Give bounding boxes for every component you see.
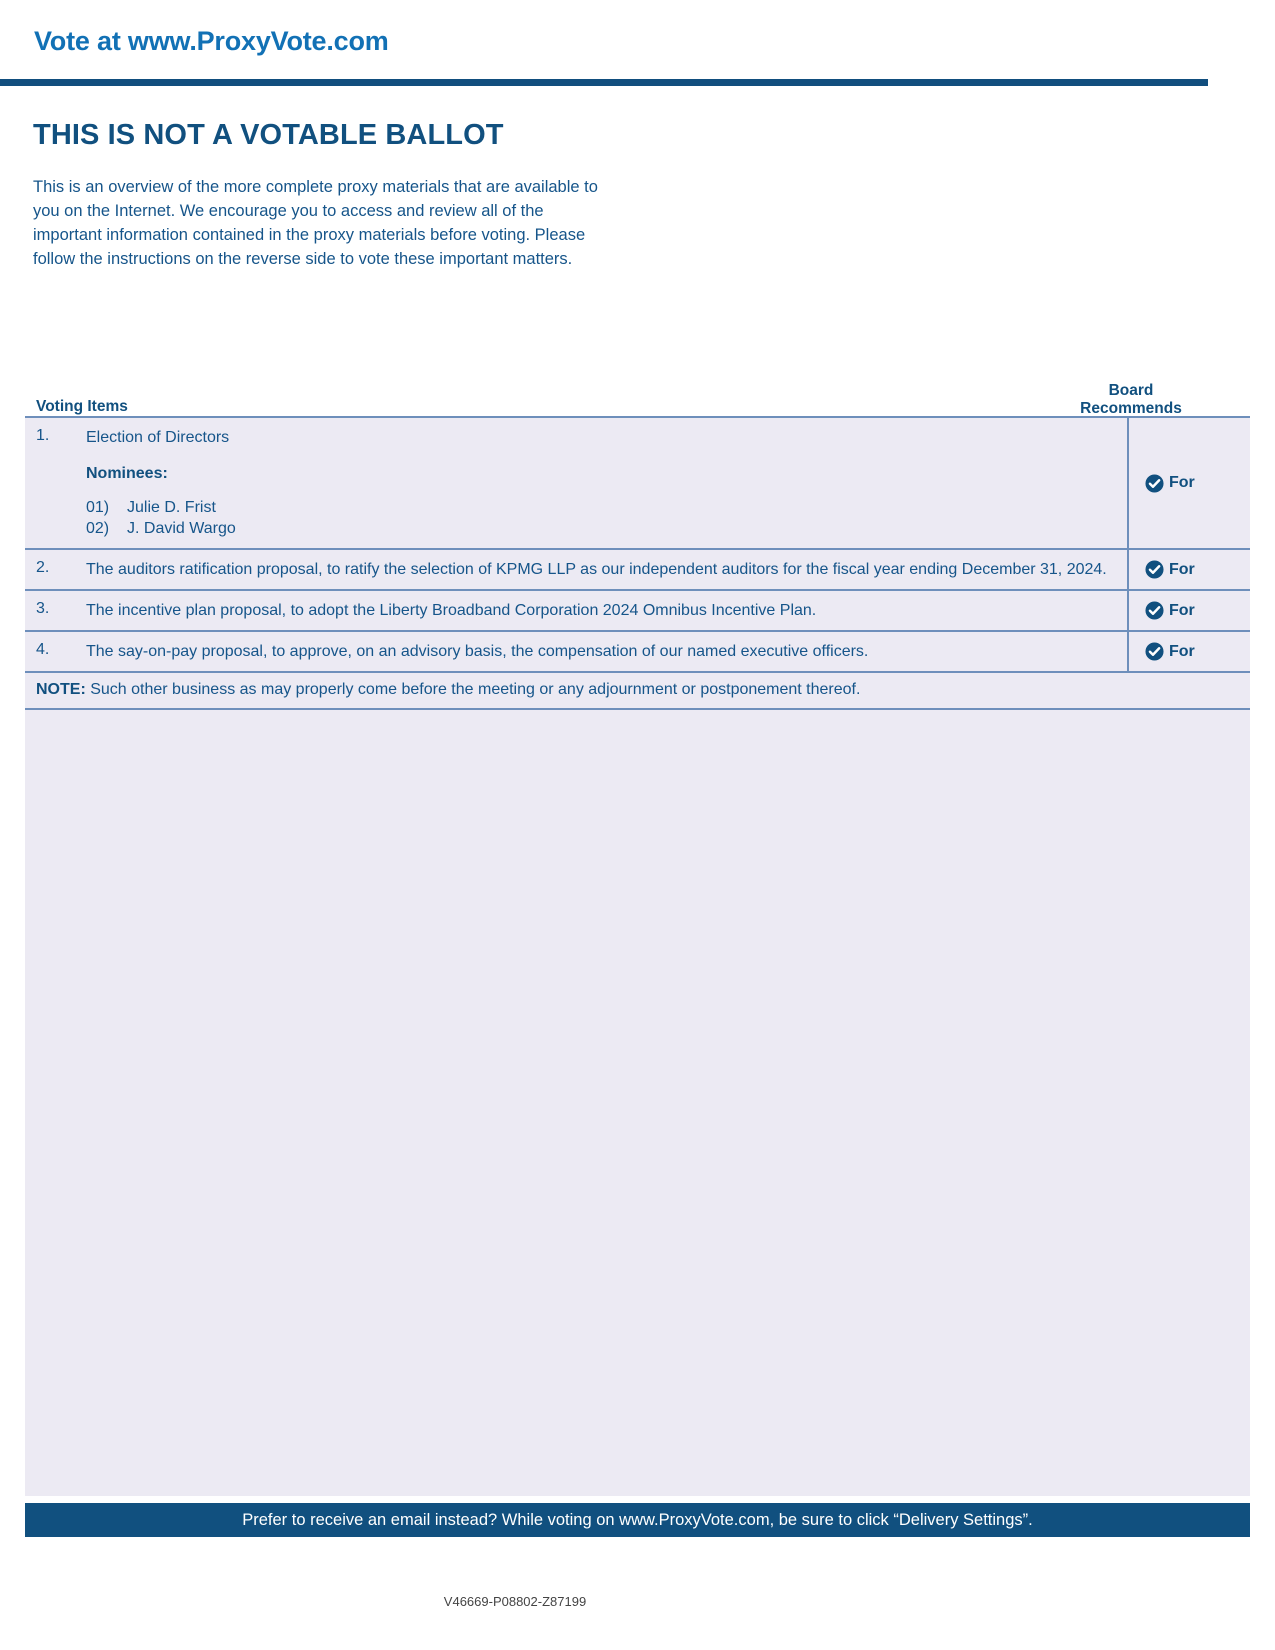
nominee-name: Julie D. Frist [127,499,216,516]
note-text: Such other business as may properly come before the meeting or any adjournment or postponement thereof. [85,681,861,698]
delivery-settings-banner [25,1503,1250,1537]
board-recommends-line1: Board [1108,382,1154,399]
proxyvote-header-link[interactable]: Vote at www.ProxyVote.com [34,26,389,56]
check-circle-icon [1145,560,1164,579]
board-recommendation-cell [1127,418,1250,548]
table-empty-area [25,710,1250,1496]
voting-items-table [25,370,1250,1496]
recommendation-label: For [1169,560,1195,578]
nominee-list [86,497,1115,539]
recommendation-label: For [1169,601,1195,619]
item-text: Election of Directors [86,429,230,446]
voting-item-cell [25,591,1127,630]
board-recommendation-cell [1127,591,1250,630]
recommendation-badge [1145,474,1195,493]
column-header-board-recommends [1056,382,1206,418]
recommendation-label: For [1169,642,1195,660]
page-title: THIS IS NOT A VOTABLE BALLOT [33,119,504,151]
voting-item-cell [25,632,1127,671]
board-recommendation-cell [1127,632,1250,671]
header-divider-rule [0,79,1208,86]
nominee-name: J. David Wargo [127,520,236,537]
recommendation-badge [1145,601,1195,620]
board-recommends-line2: Recommends [1080,400,1182,417]
item-text: The incentive plan proposal, to adopt the Liberty Broadband Corporation 2024 Omnibus Incentive Plan. [86,602,817,619]
recommendation-label: For [1169,474,1195,491]
recommendation-badge [1145,560,1195,579]
item-text: The say-on-pay proposal, to approve, on an advisory basis, the compensation of our named executive officers. [86,643,869,660]
delivery-settings-message: Prefer to receive an email instead? While voting on www.ProxyVote.com, be sure to click “Delivery Settings”. [242,1510,1033,1529]
item-number: 1. [36,427,50,444]
voting-item-cell [25,550,1127,589]
voting-item-cell [25,418,1127,548]
item-text: The auditors ratification proposal, to ratify the selection of KPMG LLP as our independent auditors for the fiscal year ending December 31, 2024. [86,561,1107,578]
list-item [86,497,1115,518]
check-circle-icon [1145,474,1164,493]
nominee-number: 02) [86,520,110,537]
item-number: 2. [36,559,50,576]
column-header-voting-items: Voting Items [36,398,128,415]
table-row-note [25,673,1250,710]
item-number: 3. [36,600,50,617]
check-circle-icon [1145,601,1164,620]
nominees-label: Nominees: [86,465,168,482]
list-item [86,518,1115,539]
table-row [25,591,1250,632]
table-body [25,416,1250,1496]
board-recommendation-cell [1127,550,1250,589]
table-row [25,632,1250,673]
item-number: 4. [36,641,50,658]
table-row [25,550,1250,591]
check-circle-icon [1145,642,1164,661]
intro-paragraph: This is an overview of the more complete proxy materials that are available to you on the Internet. We encourage you to access and review all of the important information contained in the proxy materials before voting. Please follow the instructions on the reverse side to vote these important matters. [33,178,598,268]
note-cell [25,673,872,708]
table-header [25,370,1250,416]
note-label: NOTE: [36,681,86,698]
control-number: V46669-P08802-Z87199 [443,1594,587,1609]
nominee-number: 01) [86,499,110,516]
table-row [25,418,1250,550]
recommendation-badge [1145,642,1195,661]
